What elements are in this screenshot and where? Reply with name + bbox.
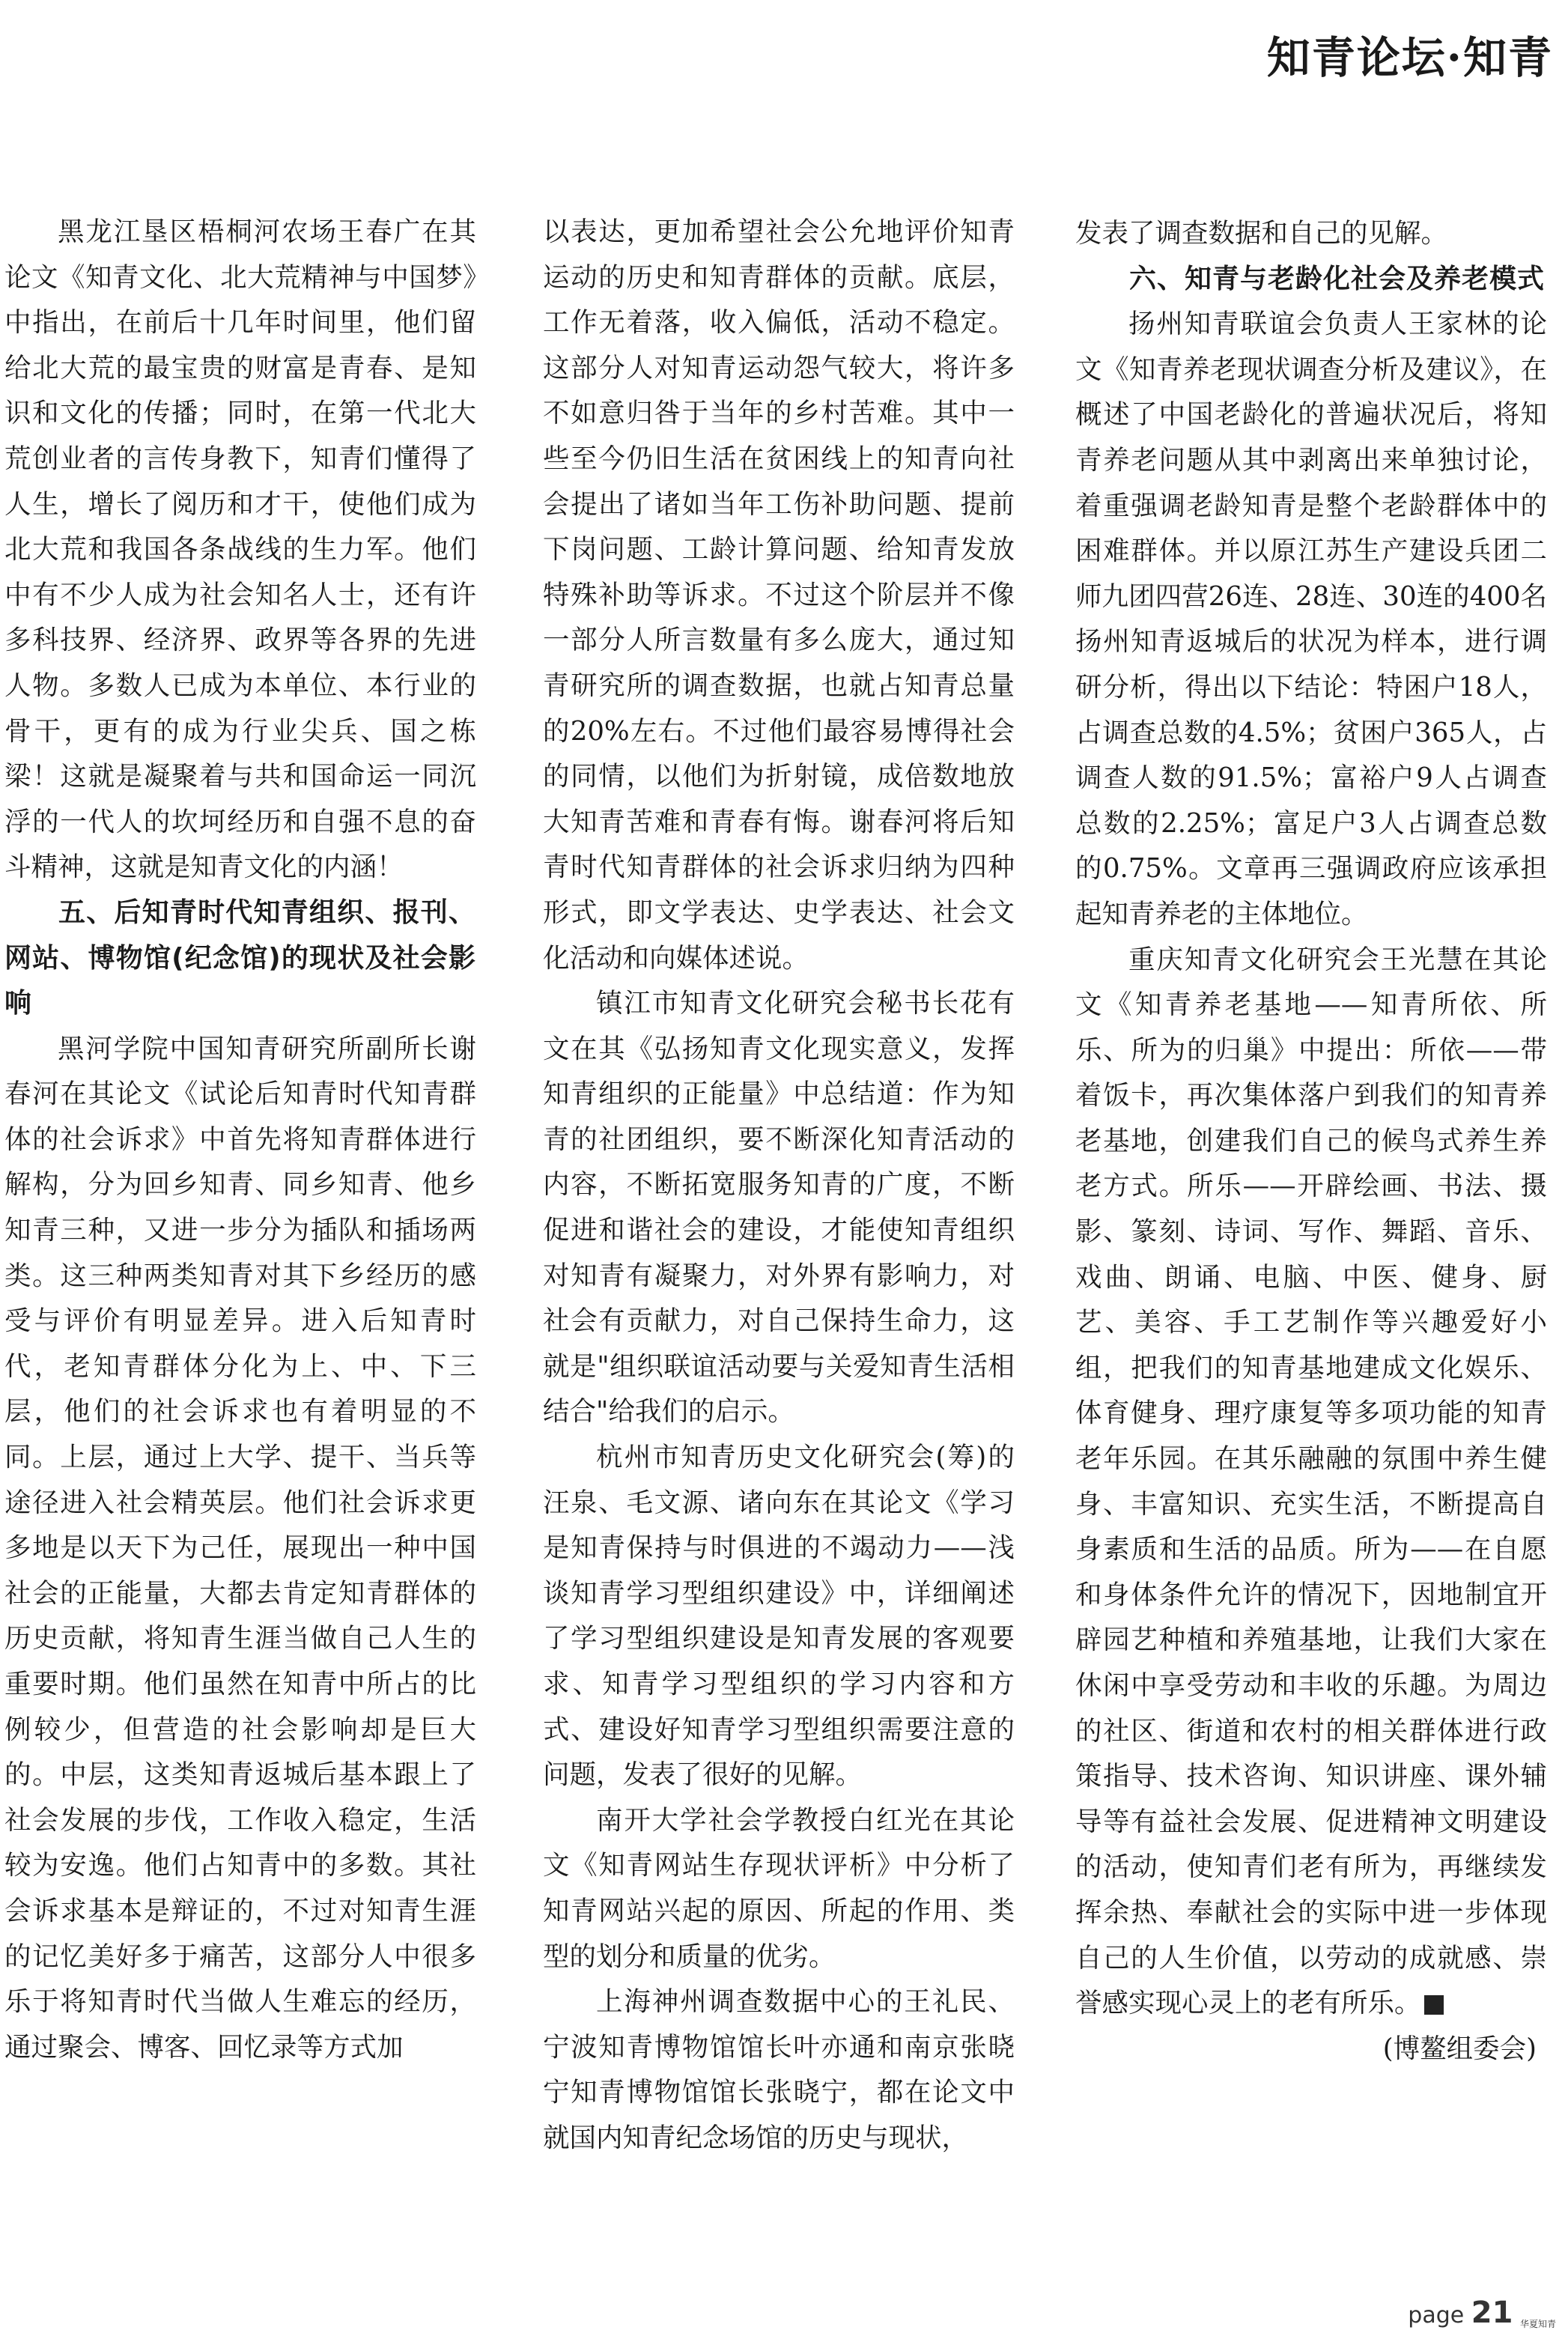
page-number: 21	[1471, 2296, 1513, 2330]
paragraph: 杭州市知青历史文化研究会(筹)的汪泉、毛文源、诸向东在其论文《学习是知青保持与时俱进的不竭动力——浅谈知青学习型组织建设》中，详细阐述了学习型组织建设是知青发展的客观要求、知青学习型组织的学习内容和方式、建设好知青学习型组织需要注意的问题，发表了很好的见解。	[543, 1442, 1015, 1791]
paragraph: 南开大学社会学教授白红光在其论文《知青网站生存现状评析》中分析了知青网站兴起的原因、所起的作用、类型的划分和质量的优劣。	[543, 1804, 1015, 1972]
section-header-title: 知青论坛·知青	[1266, 32, 1553, 83]
paragraph: 黑龙江垦区梧桐河农场王春广在其论文《知青文化、北大荒精神与中国梦》中指出，在前后十几年时间里，他们留给北大荒的最宝贵的财富是青春、是知识和文化的传播；同时，在第一代北大荒创业者的言传身教下，知青们懂得了人生，增长了阅历和才干，使他们成为北大荒和我国各条战线的生力军。他们中有不少人成为社会知名人士，还有许多科技界、经济界、政界等各界的先进人物。多数人已成为本单位、本行业的骨干，更有的成为行业尖兵、国之栋梁！这就是凝聚着与共和国命运一同沉浮的一代人的坎坷经历和自强不息的奋斗精神，这就是知青文化的内涵！	[4, 216, 476, 883]
end-mark-icon: Z	[1424, 1995, 1444, 2015]
section-heading-6: 六、知青与老龄化社会及养老模式	[1129, 263, 1546, 294]
page-number-label	[1408, 2296, 1556, 2330]
paragraph: 镇江市知青文化研究会秘书长花有文在其《弘扬知青文化现实意义，发挥知青组织的正能量》中总结道：作为知青的社团组织，要不断深化知青活动的内容，不断拓宽服务知青的广度，不断促进和谐社会的建设，才能使知青组织对知青有凝聚力，对外界有影响力，对社会有贡献力，对自己保持生命力，这就是"组织联谊活动要与关爱知青生活相结合"给我们的启示。	[543, 988, 1015, 1428]
signature: (博鳌组委会)	[1382, 2033, 1537, 2064]
paragraph: 黑河学院中国知青研究所副所长谢春河在其论文《试论后知青时代知青群体的社会诉求》中首先将知青群体进行解构，分为回乡知青、同乡知青、他乡知青三种，又进一步分为插队和插场两类。这三种两类知青对其下乡经历的感受与评价有明显差异。进入后知青时代，老知青群体分化为上、中、下三层，他们的社会诉求也有着明显的不同。上层，通过上大学、提干、当兵等途径进入社会精英层。他们社会诉求更多地是以天下为己任，展现出一种中国社会的正能量，大都去肯定知青群体的历史贡献，将知青生涯当做自己人生的重要时期。他们虽然在知青中所占的比例较少，但营造的社会影响却是巨大的。中层，这类知青返城后基本跟上了社会发展的步伐，工作收入稳定，生活较为安逸。他们占知青中的多数。其社会诉求基本是辩证的，不过对知青生涯的记忆美好多于痛苦，这部分人中很多乐于将知青时代当做人生难忘的经历，通过聚会、博客、回忆录等方式加	[4, 1033, 476, 2063]
text-column-2	[543, 210, 1015, 2161]
text-column-1	[4, 210, 476, 2070]
paragraph: 上海神州调查数据中心的王礼民、宁波知青博物馆馆长叶亦通和南京张晓宁知青博物馆馆长张晓宁，都在论文中就国内知青纪念场馆的历史与现状，	[543, 1986, 1015, 2153]
paragraph: 以表达，更加希望社会公允地评价知青运动的历史和知青群体的贡献。底层，工作无着落，收入偏低，活动不稳定。这部分人对知青运动怨气较大，将许多不如意归咎于当年的乡村苦难。其中一些至今仍旧生活在贫困线上的知青向社会提出了诸如当年工伤补助问题、提前下岗问题、工龄计算问题、给知青发放特殊补助等诉求。不过这个阶层并不像一部分人所言数量有多么庞大，通过知青研究所的调查数据，也就占知青总量的20%左右。不过他们最容易博得社会的同情，以他们为折射镜，成倍数地放大知青苦难和青春有悔。谢春河将后知青时代知青群体的社会诉求归纳为四种形式，即文学表达、史学表达、社会文化活动和向媒体述说。	[543, 216, 1015, 974]
section-heading-5: 五、后知青时代知青组织、报刊、网站、博物馆(纪念馆)的现状及社会影响	[4, 897, 476, 1019]
paragraph-text: 重庆知青文化研究会王光慧在其论文《知青养老基地——知青所依、所乐、所为的归巢》中提出：所依——带着饭卡，再次集体落户到我们的知青养老基地，创建我们自己的候鸟式养生养老方式。所乐——开辟绘画、书法、摄影、篆刻、诗词、写作、舞蹈、音乐、戏曲、朗诵、电脑、中医、健身、厨艺、美容、手工艺制作等兴趣爱好小组，把我们的知青基地建成文化娱乐、体育健身、理疗康复等多项功能的知青老年乐园。在其乐融融的氛围中养生健身、丰富知识、充实生活，不断提高自身素质和生活的品质。所为——在自愿和身体条件允许的情况下，因地制宜开辟园艺种植和养殖基地，让我们大家在休闲中享受劳动和丰收的乐趣。为周边的社区、街道和农村的相关群体进行政策指导、技术咨询、知识讲座、课外辅导等有益社会发展、促进精神文明建设的活动，使知青们老有所为，再继续发挥余热、奉献社会的实际中进一步体现自己的人生价值，以劳动的成就感、崇誉感实现心灵上的老有所乐。	[1075, 944, 1547, 2019]
publisher-mark: 华夏知青	[1519, 2319, 1556, 2329]
paragraph: 扬州知青联谊会负责人王家林的论文《知青养老现状调查分析及建议》，在概述了中国老龄化的普遍状况后，将知青养老问题从其中剥离出来单独讨论，着重强调老龄知青是整个老龄群体中的困难群体。并以原江苏生产建设兵团二师九团四营26连、28连、30连的400名扬州知青返城后的状况为样本，进行调研分析，得出以下结论：特困户18人，占调查总数的4.5%；贫困户365人，占调查人数的91.5%；富裕户9人占调查总数的2.25%；富足户3人占调查总数的0.75%。文章再三强调政府应该承担起知青养老的主体地位。	[1075, 309, 1547, 929]
page-word: page	[1408, 2302, 1465, 2329]
paragraph-final	[1075, 938, 1547, 2027]
paragraph: 发表了调查数据和自己的见解。	[1075, 218, 1448, 249]
text-column-3	[1075, 211, 1547, 2072]
